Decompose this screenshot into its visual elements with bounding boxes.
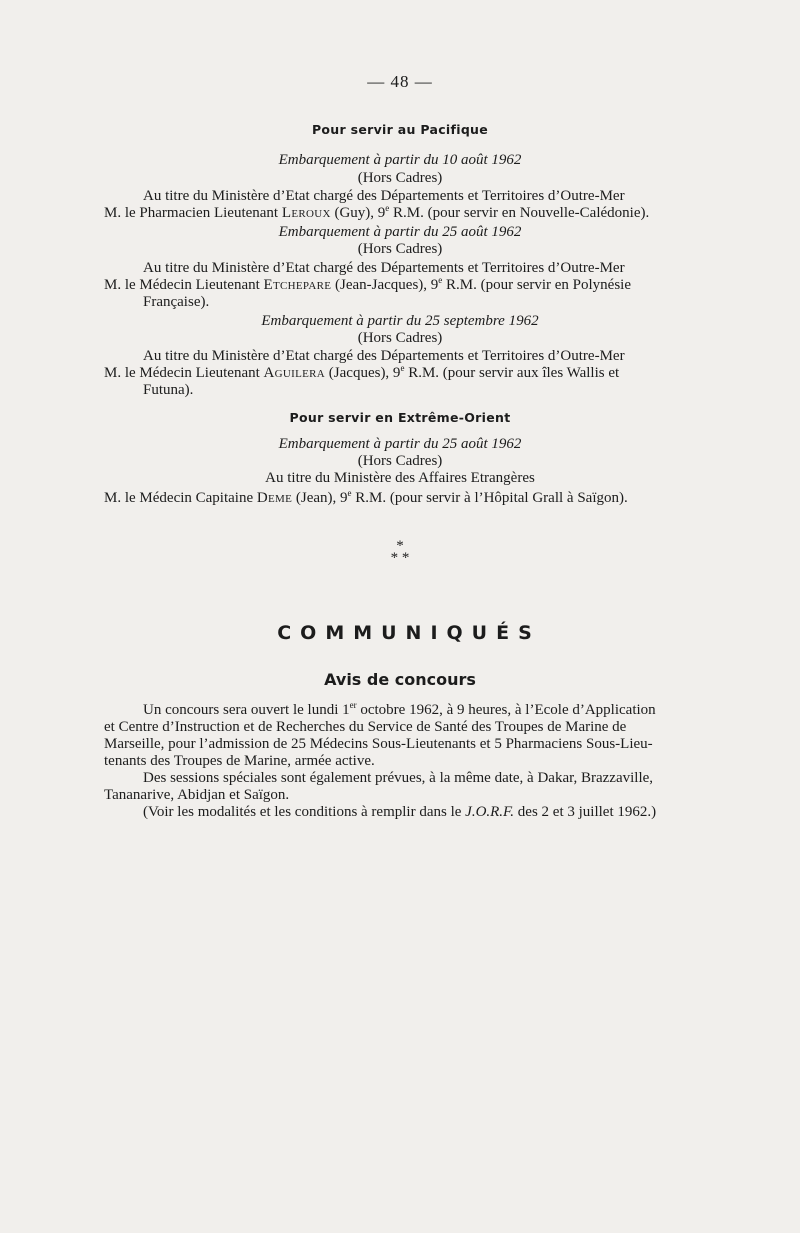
- journal-abbrev: J.O.R.F.: [465, 804, 515, 820]
- appointment-continuation: Française).: [143, 294, 210, 310]
- ministry-line: Au titre du Ministère d’Etat chargé des Départements et Territoires d’Outre-Mer: [143, 260, 625, 276]
- ordinal-suffix: e: [438, 275, 443, 285]
- paragraph-line: Des sessions spéciales sont également prévues, à la même date, à Dakar, Brazzaville,: [143, 770, 654, 786]
- paragraph-line: tenants des Troupes de Marine, armée active.: [104, 753, 375, 769]
- paragraph-text: octobre 1962, à 9 heures, à l’Ecole d’Application: [356, 702, 656, 718]
- appointment-middle: (Jean-Jacques), 9: [331, 277, 439, 293]
- appointment-suffix: R.M. (pour servir à l’Hôpital Grall à Saïgon).: [351, 490, 628, 506]
- hors-cadres-line: (Hors Cadres): [357, 453, 443, 469]
- ministry-line: Au titre du Ministère d’Etat chargé des Départements et Territoires d’Outre-Mer: [143, 188, 625, 204]
- appointment-middle: (Jacques), 9: [325, 365, 401, 381]
- ordinal-suffix: er: [349, 700, 357, 710]
- paragraph-line: et Centre d’Instruction et de Recherches du Service de Santé des Troupes de Marine de: [104, 719, 627, 735]
- avis-de-concours-heading: Avis de concours: [324, 670, 476, 689]
- ministry-line: Au titre du Ministère des Affaires Etrangères: [265, 470, 535, 486]
- appointment-prefix: M. le Pharmacien Lieutenant: [104, 205, 282, 221]
- hors-cadres-line: (Hors Cadres): [357, 330, 443, 346]
- asterism-top: *: [396, 538, 404, 554]
- paragraph-text: (Voir les modalités et les conditions à remplir dans le: [143, 804, 466, 820]
- embarquement-line: Embarquement à partir du 25 août 1962: [278, 436, 522, 452]
- ordinal-suffix: e: [385, 203, 390, 213]
- section-heading-extreme-orient: Pour servir en Extrême-Orient: [289, 410, 511, 425]
- embarquement-line: Embarquement à partir du 25 septembre 1962: [261, 313, 539, 329]
- appointment-suffix: R.M. (pour servir en Nouvelle-Calédonie).: [389, 205, 650, 221]
- appointment-prefix: M. le Médecin Lieutenant: [104, 365, 264, 381]
- page-number: — 48 —: [367, 72, 433, 91]
- ordinal-suffix: e: [400, 363, 405, 373]
- paragraph-line: [143, 804, 656, 821]
- paragraph-text: des 2 et 3 juillet 1962.): [514, 804, 657, 820]
- person-surname: Etchepare: [263, 277, 332, 293]
- person-surname: Aguilera: [263, 365, 326, 381]
- paragraph-line: Marseille, pour l’admission de 25 Médecins Sous-Lieutenants et 5 Pharmaciens Sous-Lieu-: [104, 736, 653, 752]
- asterism-bottom: * *: [390, 550, 410, 566]
- person-surname: Deme: [256, 490, 293, 506]
- appointment-line: [104, 365, 619, 382]
- person-surname: Leroux: [281, 205, 331, 221]
- communiques-title: COMMUNIQUÉS: [277, 622, 541, 644]
- appointment-prefix: M. le Médecin Lieutenant: [104, 277, 264, 293]
- embarquement-line: Embarquement à partir du 10 août 1962: [278, 152, 522, 168]
- hors-cadres-line: (Hors Cadres): [357, 241, 443, 257]
- appointment-line: [104, 490, 628, 507]
- hors-cadres-line: (Hors Cadres): [357, 170, 443, 186]
- paragraph-line: Tananarive, Abidjan et Saïgon.: [104, 787, 290, 803]
- paragraph-line: [143, 702, 656, 719]
- appointment-continuation: Futuna).: [143, 382, 194, 398]
- appointment-middle: (Jean), 9: [292, 490, 348, 506]
- appointment-suffix: R.M. (pour servir aux îles Wallis et: [404, 365, 620, 381]
- ordinal-suffix: e: [347, 488, 352, 498]
- embarquement-line: Embarquement à partir du 25 août 1962: [278, 224, 522, 240]
- appointment-middle: (Guy), 9: [330, 205, 386, 221]
- appointment-prefix: M. le Médecin Capitaine: [104, 490, 257, 506]
- section-heading-pacifique: Pour servir au Pacifique: [311, 122, 489, 137]
- appointment-suffix: R.M. (pour servir en Polynésie: [442, 277, 632, 293]
- ministry-line: Au titre du Ministère d’Etat chargé des Départements et Territoires d’Outre-Mer: [143, 348, 625, 364]
- paragraph-text: Un concours sera ouvert le lundi 1: [143, 702, 350, 718]
- appointment-line: [104, 277, 716, 294]
- appointment-line: [104, 205, 649, 222]
